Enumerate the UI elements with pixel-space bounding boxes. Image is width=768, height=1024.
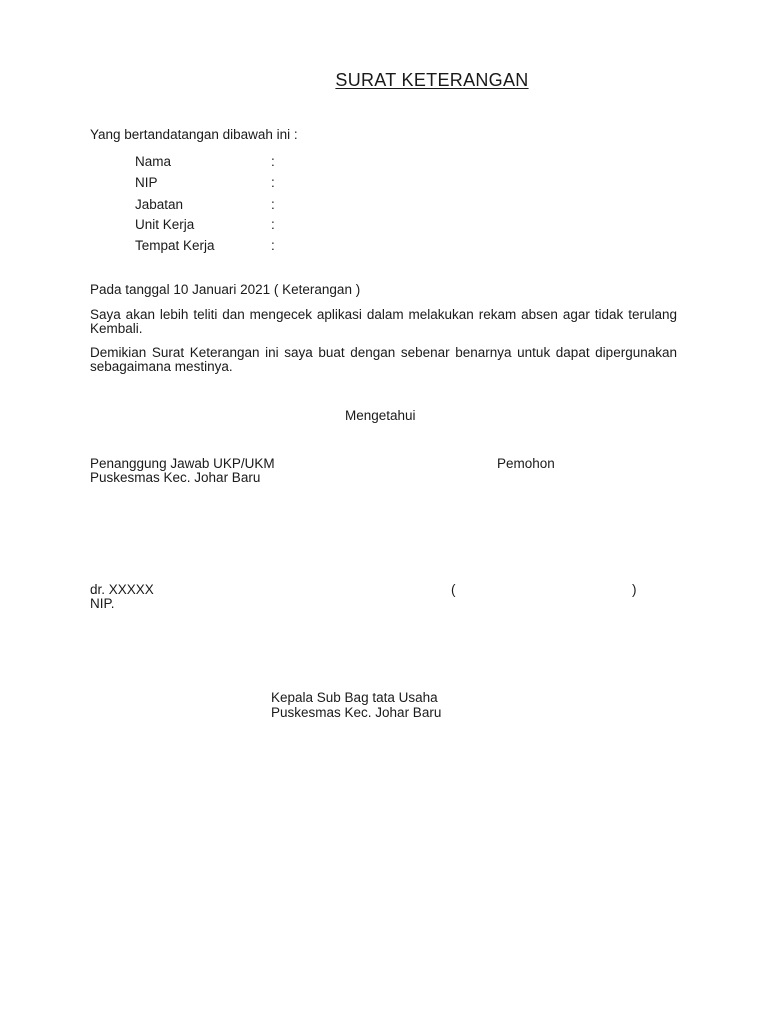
right-signer-close-paren: ) bbox=[632, 582, 637, 597]
left-signer-nip: NIP. bbox=[90, 596, 115, 611]
head-signer-role: Kepala Sub Bag tata Usaha bbox=[271, 690, 438, 705]
field-label-unit-kerja: Unit Kerja bbox=[135, 217, 195, 232]
date-line: Pada tanggal 10 Januari 2021 ( Keterangan ) bbox=[90, 282, 361, 297]
statement-paragraph: Saya akan lebih teliti dan mengecek aplikasi dalam melakukan rekam absen agar tidak terulang Kembali. bbox=[90, 307, 677, 336]
field-label-tempat-kerja: Tempat Kerja bbox=[135, 238, 215, 253]
left-signer-name: dr. XXXXX bbox=[90, 582, 154, 597]
field-label-nama: Nama bbox=[135, 154, 172, 169]
right-signer-open-paren: ( bbox=[451, 582, 456, 597]
field-label-jabatan: Jabatan bbox=[135, 197, 184, 212]
field-colon-nama: : bbox=[271, 154, 275, 169]
acknowledged-label: Mengetahui bbox=[345, 408, 416, 423]
right-signer-role: Pemohon bbox=[497, 456, 555, 471]
field-colon-nip: : bbox=[271, 175, 275, 190]
document-title: SURAT KETERANGAN bbox=[335, 70, 529, 90]
left-signer-org: Puskesmas Kec. Johar Baru bbox=[90, 470, 261, 485]
intro-text: Yang bertandatangan dibawah ini : bbox=[90, 127, 298, 142]
left-signer-role: Penanggung Jawab UKP/UKM bbox=[90, 456, 275, 471]
field-colon-tempat-kerja: : bbox=[271, 238, 275, 253]
head-signer-org: Puskesmas Kec. Johar Baru bbox=[271, 705, 442, 720]
field-colon-jabatan: : bbox=[271, 197, 275, 212]
field-colon-unit-kerja: : bbox=[271, 217, 275, 232]
closing-paragraph: Demikian Surat Keterangan ini saya buat dengan sebenar benarnya untuk dapat dipergunakan sebagaimana mestinya. bbox=[90, 345, 677, 374]
field-label-nip: NIP bbox=[135, 175, 158, 190]
